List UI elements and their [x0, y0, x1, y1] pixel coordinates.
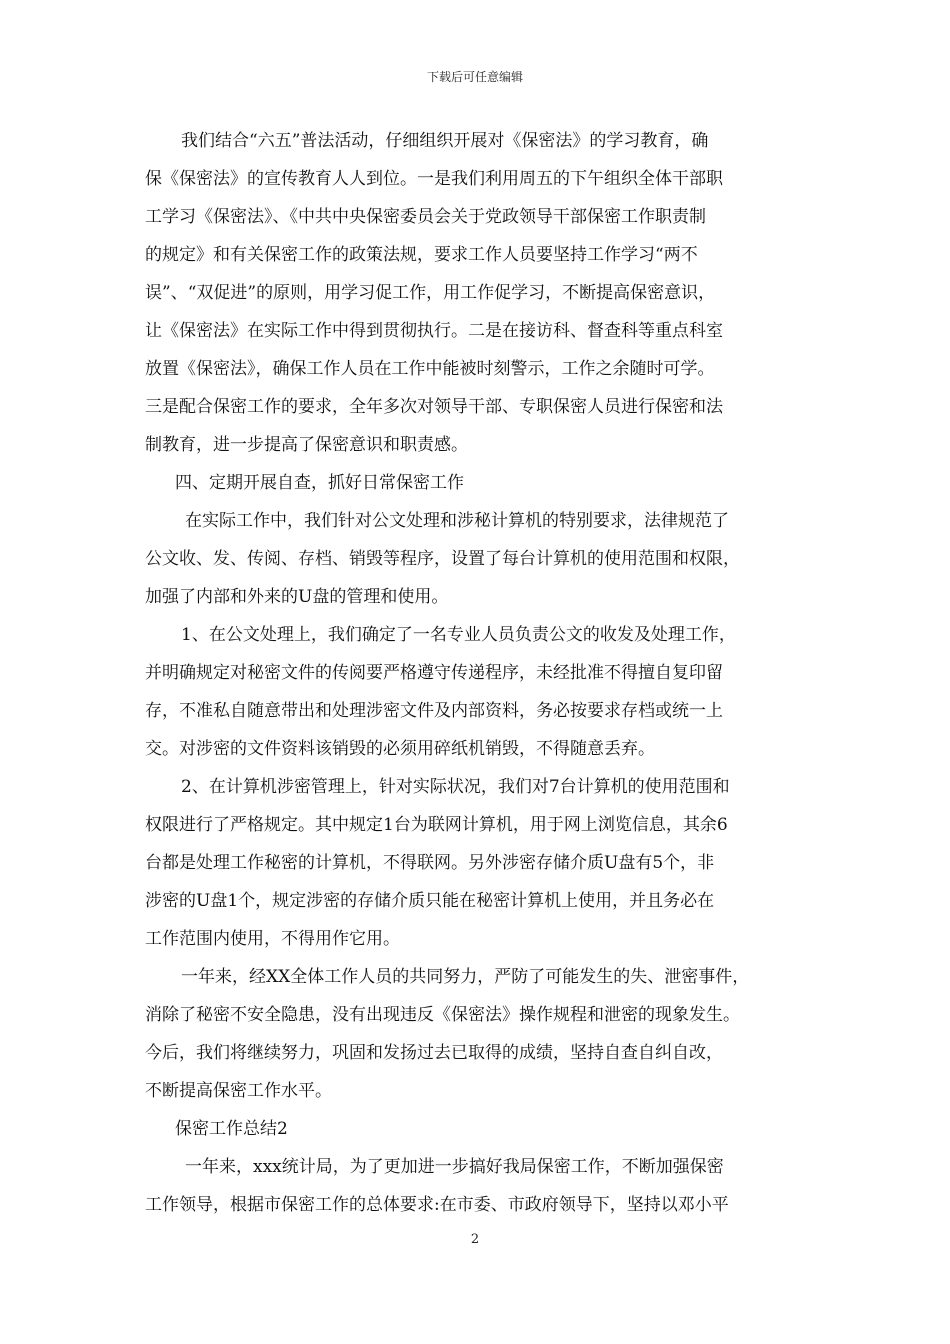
paragraph-line: 三是配合保密工作的要求，全年多次对领导干部、专职保密人员进行保密和法	[145, 397, 723, 417]
paragraph-line: 消除了秘密不安全隐患，没有出现违反《保密法》操作规程和泄密的现象发生。	[145, 1005, 740, 1025]
paragraph-line: 的规定》和有关保密工作的政策法规，要求工作人员要坚持工作学习“两不	[145, 245, 698, 265]
paragraph-line: 工作领导，根据市保密工作的总体要求:在市委、市政府领导下，坚持以邓小平	[145, 1195, 729, 1215]
paragraph-line: 一年来，经XX全体工作人员的共同努力，严防了可能发生的失、泄密事件，	[181, 967, 750, 987]
paragraph-line: 今后，我们将继续努力，巩固和发扬过去已取得的成绩，坚持自查自纠自改，	[145, 1043, 723, 1063]
section-heading: 保密工作总结2	[175, 1119, 288, 1139]
paragraph-line: 制教育，进一步提高了保密意识和职责感。	[145, 435, 468, 455]
paragraph-line: 不断提高保密工作水平。	[145, 1081, 332, 1101]
paragraph-line: 交。对涉密的文件资料该销毁的必须用碎纸机销毁，不得随意丢弃。	[145, 739, 655, 759]
paragraph-line: 涉密的U盘1个，规定涉密的存储介质只能在秘密计算机上使用，并且务必在	[145, 891, 715, 911]
section-heading: 四、定期开展自查，抓好日常保密工作	[175, 473, 464, 493]
paragraph-line: 加强了内部和外来的U盘的管理和使用。	[145, 587, 449, 607]
paragraph-line: 2、在计算机涉密管理上，针对实际状况，我们对7台计算机的使用范围和	[181, 777, 730, 797]
paragraph-line: 让《保密法》在实际工作中得到贯彻执行。二是在接访科、督查科等重点科室	[145, 321, 723, 341]
paragraph-line: 存，不准私自随意带出和处理涉密文件及内部资料，务必按要求存档或统一上	[145, 701, 723, 721]
paragraph-line: 在实际工作中，我们针对公文处理和涉秘计算机的特别要求，法律规范了	[185, 511, 729, 531]
paragraph-line: 1、在公文处理上，我们确定了一名专业人员负责公文的收发及处理工作，	[181, 625, 736, 645]
paragraph-line: 权限进行了严格规定。其中规定1台为联网计算机，用于网上浏览信息，其余6	[145, 815, 728, 835]
page-header: 下载后可任意编辑	[426, 70, 523, 84]
page-number: 2	[470, 1232, 480, 1247]
paragraph-line: 工学习《保密法》、《中共中央保密委员会关于党政领导干部保密工作职责制	[145, 207, 706, 227]
paragraph-line: 我们结合“六五”普法活动，仔细组织开展对《保密法》的学习教育，确	[181, 131, 709, 151]
paragraph-line: 公文收、发、传阅、存档、销毁等程序，设置了每台计算机的使用范围和权限，	[145, 549, 740, 569]
paragraph-line: 一年来，xxx统计局，为了更加进一步搞好我局保密工作，不断加强保密	[185, 1157, 724, 1177]
paragraph-line: 工作范围内使用，不得用作它用。	[145, 929, 400, 949]
paragraph-line: 误”、“双促进”的原则，用学习促工作，用工作促学习，不断提高保密意识，	[145, 283, 716, 303]
paragraph-line: 台都是处理工作秘密的计算机，不得联网。另外涉密存储介质U盘有5个，非	[145, 853, 715, 873]
document-body	[145, 122, 815, 1224]
paragraph-line: 保《保密法》的宣传教育人人到位。一是我们利用周五的下午组织全体干部职	[145, 169, 723, 189]
paragraph-line: 并明确规定对秘密文件的传阅要严格遵守传递程序，未经批准不得擅自复印留	[145, 663, 723, 683]
paragraph-line: 放置《保密法》，确保工作人员在工作中能被时刻警示，工作之余随时可学。	[145, 359, 715, 379]
